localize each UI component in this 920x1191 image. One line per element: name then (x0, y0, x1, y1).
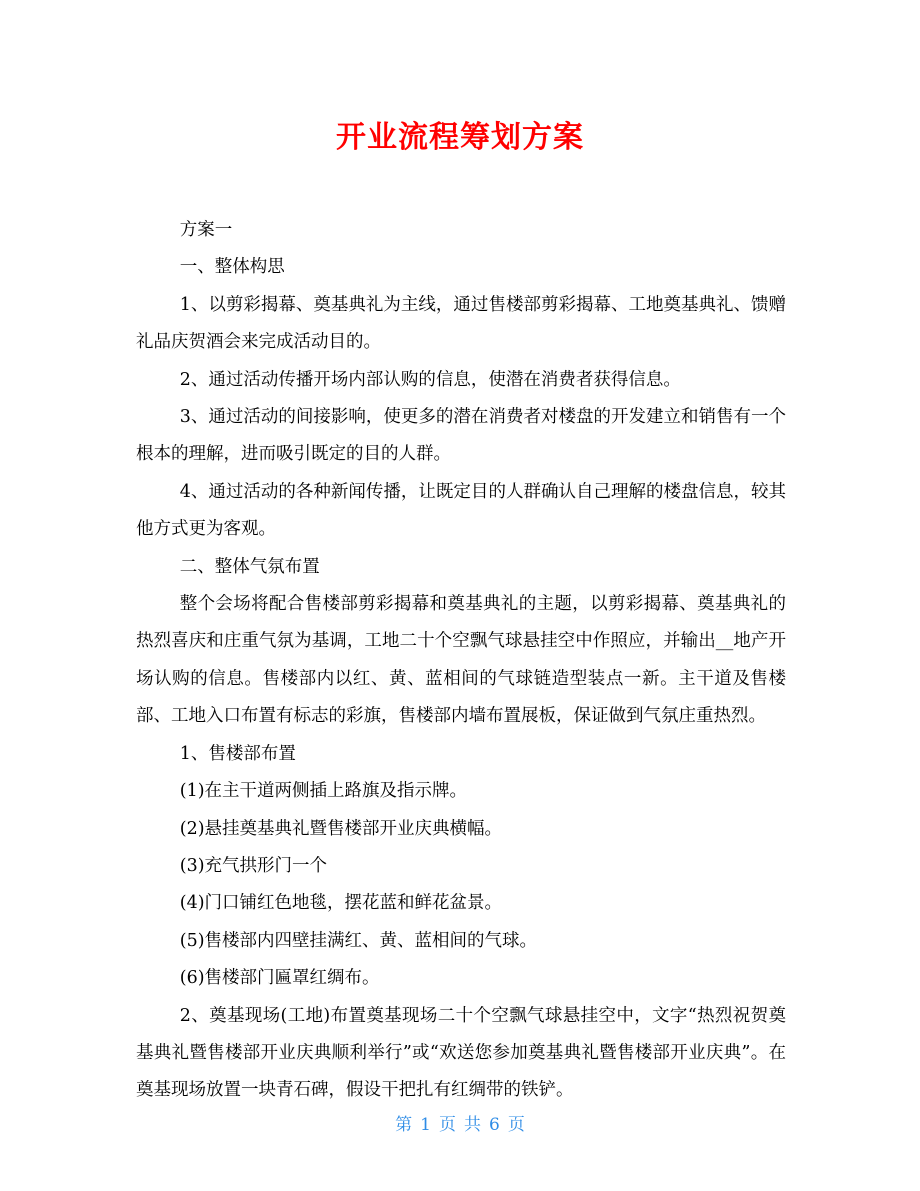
paragraph: 1、以剪彩揭幕、奠基典礼为主线，通过售楼部剪彩揭幕、工地奠基典礼、馈赠礼品庆贺酒会来完成活动目的。 (136, 294, 786, 353)
paragraph: 2、通过活动传播开场内部认购的信息，使潜在消费者获得信息。 (179, 369, 681, 390)
document-title: 开业流程筹划方案 (336, 120, 584, 155)
footer-prefix: 第 (395, 1115, 413, 1135)
list-item: (5)售楼部内四壁挂满红、黄、蓝相间的气球。 (179, 930, 538, 951)
footer-page-unit: 页 (439, 1115, 456, 1135)
section-heading-overall-concept: 一、整体构思 (179, 257, 285, 278)
footer-suffix: 页 (507, 1115, 525, 1135)
list-item: (1)在主干道两侧插上路旗及指示牌。 (179, 781, 468, 802)
footer-current-page: 1 (420, 1115, 431, 1135)
paragraph: 整个会场将配合售楼部剪彩揭幕和奠基典礼的主题，以剪彩揭幕、奠基典礼的热烈喜庆和庄重气氛为基调，工地二十个空飘气球悬挂空中作照应，并输出__地产开场认购的信息。售楼部内以红、黄、蓝相间的气球链造型装点一新。主干道及售楼部、工地入口布置有标志的彩旗，售楼部内墙布置展板，保证做到气氛庄重热烈。 (136, 594, 786, 727)
section-heading-atmosphere: 二、整体气氛布置 (179, 556, 320, 577)
footer-total-label: 共 (464, 1115, 481, 1135)
list-item: (2)悬挂奠基典礼暨售楼部开业庆典横幅。 (179, 818, 503, 839)
paragraph-plan-label: 方案一 (179, 220, 233, 240)
subsection-heading-sales-office: 1、售楼部布置 (179, 743, 296, 764)
paragraph: 4、通过活动的各种新闻传播，让既定目的人群确认自己理解的楼盘信息，较其他方式更为客观。 (136, 481, 786, 540)
list-item: (6)售楼部门匾罩红绸布。 (179, 968, 380, 989)
page-number-footer (0, 1112, 920, 1138)
list-item: (3)充气拱形门一个 (179, 855, 328, 876)
document-body (136, 212, 786, 1110)
footer-total-pages: 6 (489, 1115, 500, 1135)
paragraph: 2、奠基现场(工地)布置奠基现场二十个空飘气球悬挂空中，文字“热烈祝贺奠基典礼暨售楼部开业庆典顺利举行”或“欢送您参加奠基典礼暨售楼部开业庆典”。在奠基现场放置一块青石碑，假设干把扎有红绸带的铁铲。 (136, 1005, 786, 1101)
list-item: (4)门口铺红色地毯，摆花蓝和鲜花盆景。 (179, 893, 503, 914)
paragraph: 3、通过活动的间接影响，使更多的潜在消费者对楼盘的开发建立和销售有一个根本的理解，进而吸引既定的目的人群。 (136, 407, 786, 465)
